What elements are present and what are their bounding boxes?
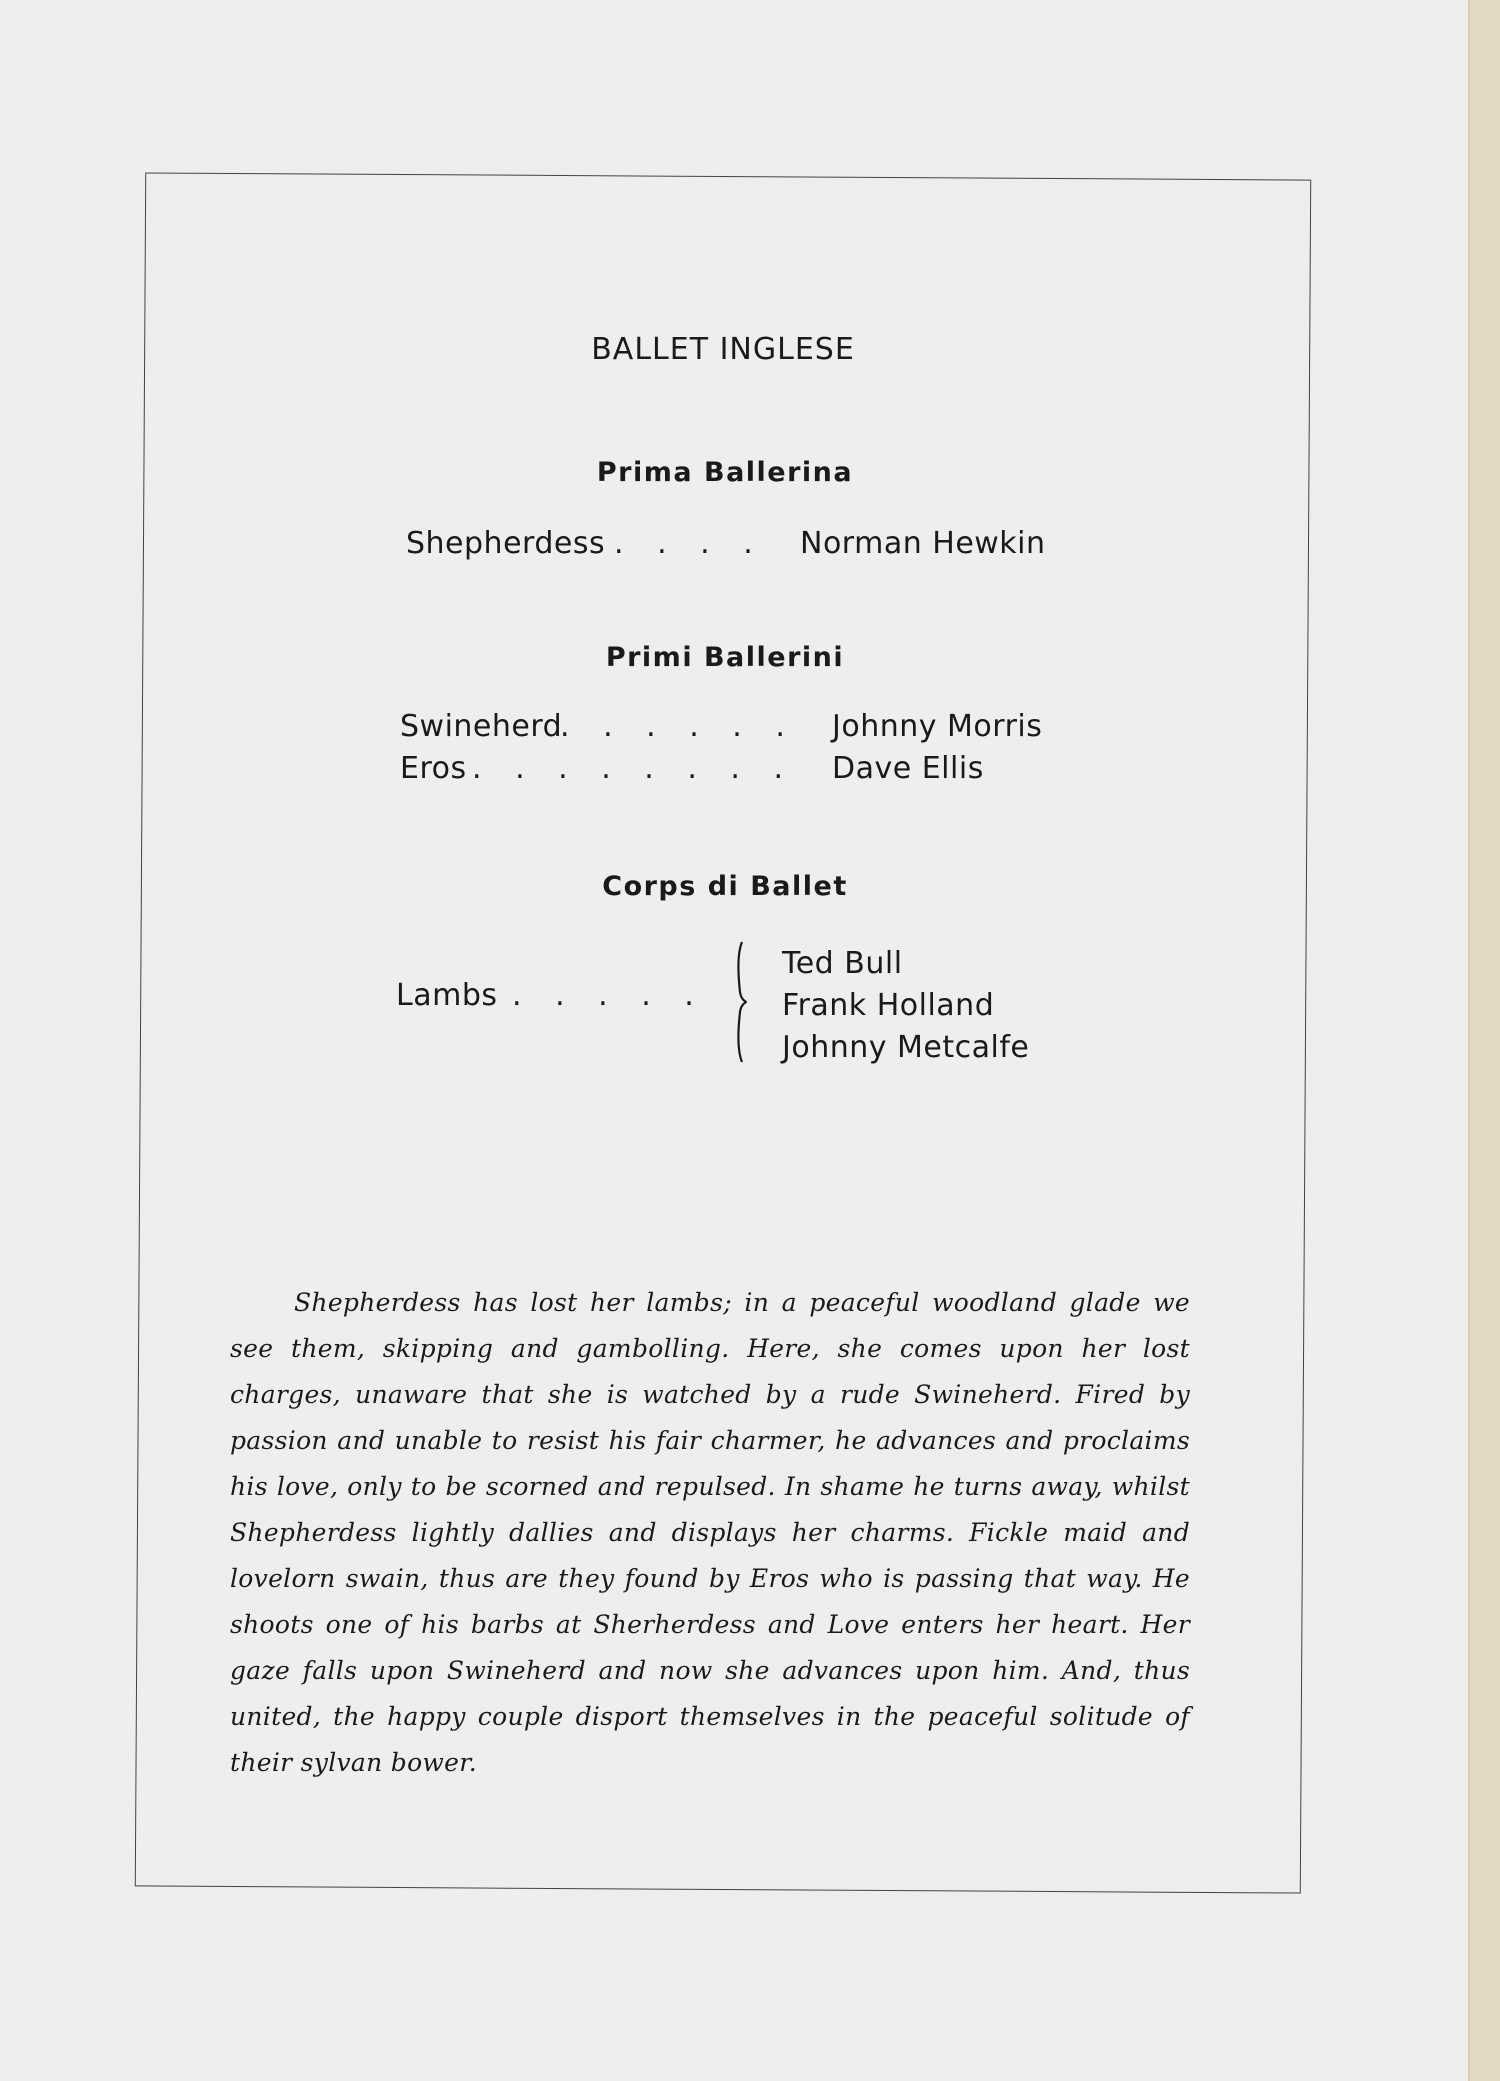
cast-row	[0, 709, 1500, 749]
section-heading-primi-ballerini: Primi Ballerini	[605, 642, 845, 673]
cast-leader-dots: . . . .	[614, 526, 765, 561]
brace-icon	[733, 940, 747, 1064]
cast-role: Shepherdess	[406, 526, 606, 561]
cast-role: Lambs	[396, 978, 498, 1013]
section-heading-prima-ballerina: Prima Ballerina	[596, 457, 854, 488]
section-heading-corps-di-ballet: Corps di Ballet	[602, 871, 848, 902]
cast-leader-dots: . . . . .	[512, 978, 706, 1013]
cast-leader-dots: . . . . . .	[560, 709, 797, 744]
cast-row	[0, 526, 1500, 566]
cast-leader-dots: . . . . . . . .	[472, 751, 796, 786]
cast-name: Dave Ellis	[832, 751, 984, 786]
corps-member: Frank Holland	[782, 988, 995, 1023]
cast-role: Eros	[400, 751, 467, 786]
cast-role: Swineherd	[400, 709, 563, 744]
page-title: BALLET INGLESE	[591, 332, 855, 367]
cast-row	[0, 978, 740, 1018]
corps-member: Johnny Metcalfe	[782, 1030, 1030, 1065]
cast-name: Johnny Morris	[832, 709, 1043, 744]
cast-row	[0, 751, 1500, 791]
cast-name: Norman Hewkin	[800, 526, 1046, 561]
page-edge	[1468, 0, 1500, 2081]
corps-member: Ted Bull	[782, 946, 903, 981]
ballet-synopsis: Shepherdess has lost her lambs; in a peaceful woodland glade we see them, skipping and gambolling. Here, she comes upon her lost charges, unaware that she is watched by a rude Swineherd. Fired by passion and unable to resist his fair charmer, he advances and proclaims his love, only to be scorned and repulsed. In shame he turns away, whilst Shepherdess lightly dallies and displays her charms. Fickle maid and lovelorn swain, thus are they found by Eros who is passing that way. He shoots one of his barbs at Sherherdess and Love enters her heart. Her gaze falls upon Swineherd and now she advances upon him. And, thus united, the happy couple disport themselves in the peaceful solitude of their sylvan bower.	[230, 1288, 1190, 1777]
